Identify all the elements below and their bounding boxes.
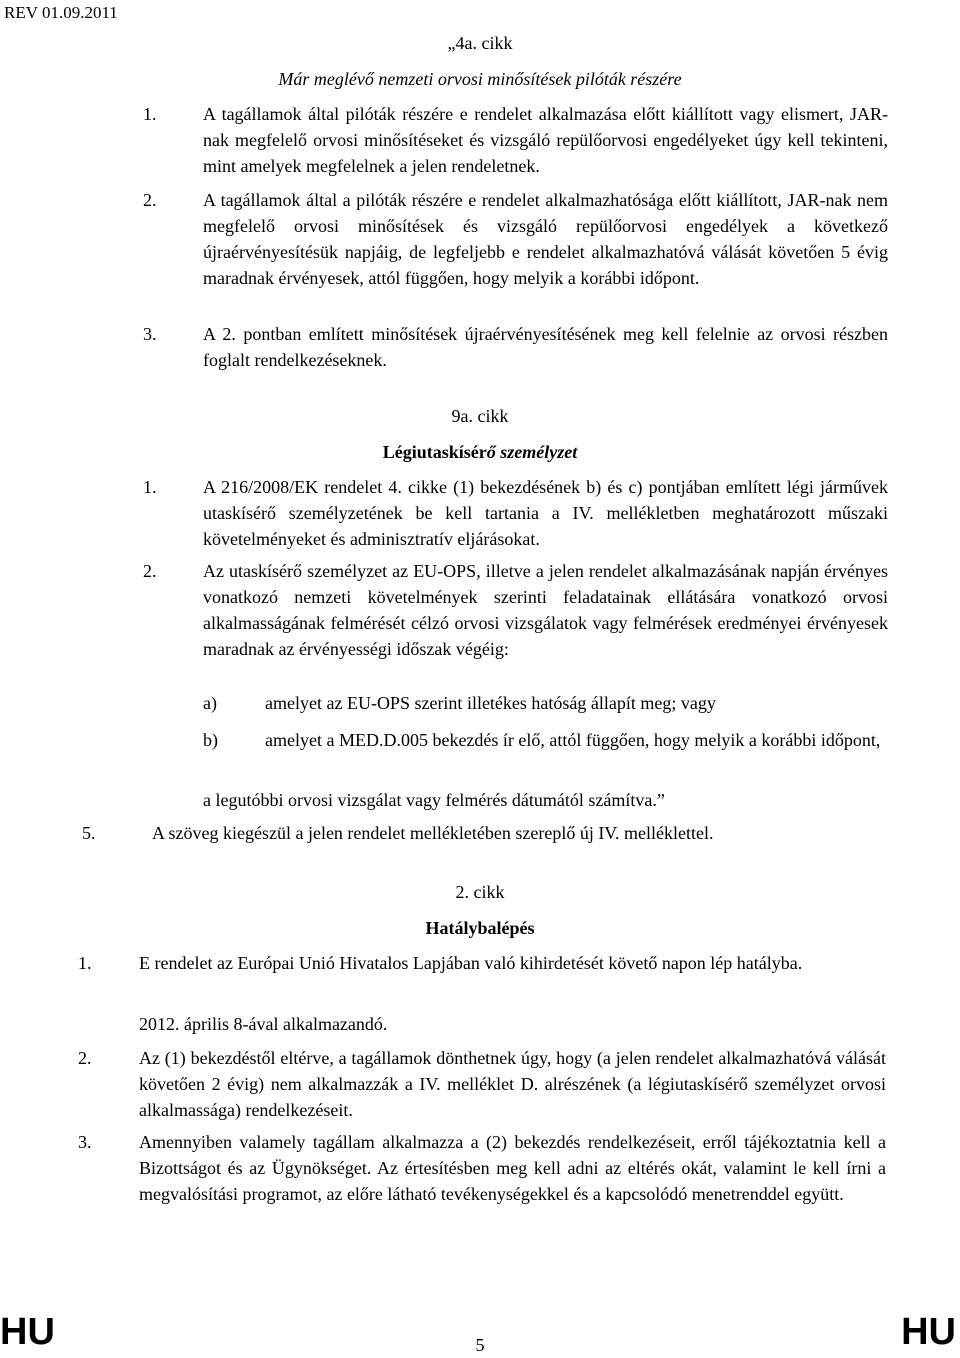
subitem-letter: b) xyxy=(203,730,218,750)
article-4a-title: „4a. cikk xyxy=(447,33,513,53)
art2-item-2 xyxy=(78,1045,886,1123)
subitem-letter: a) xyxy=(203,693,217,713)
article-2-subtitle: Hatálybalépés xyxy=(425,918,535,938)
item-text: A 216/2008/EK rendelet 4. cikke (1) bekezdésének b) és c) pontjában említett légi járművek utaskísérő személyzetének be kell tartania a IV. mellékletben meghatározott műszaki követelményeket és adminisztratív eljárásokat. xyxy=(203,477,888,549)
footer-language-left: HU xyxy=(0,1311,55,1353)
item-number: 3. xyxy=(143,324,157,344)
item-text: E rendelet az Európai Unió Hivatalos Lapjában való kihirdetését követő napon lép hatályba. xyxy=(139,953,803,973)
article-9a-subtitle-main: Légiutaskísér xyxy=(382,442,487,462)
item-number: 1. xyxy=(78,953,92,973)
article-4a-subtitle xyxy=(0,66,960,92)
art9a-subitem-b xyxy=(203,727,888,779)
art9a-item-2 xyxy=(143,558,888,688)
art2-item-3 xyxy=(78,1129,886,1233)
art4a-item-3 xyxy=(143,321,888,373)
item-text: A 2. pontban említett minősítések újraérvényesítésének meg kell felelnie az orvosi részben foglalt rendelkezéseknek. xyxy=(203,324,888,370)
item-text: A tagállamok által pilóták részére e rendelet alkalmazása előtt kiállított vagy elismert, JAR-nak megfelelő orvosi minősítéseket és vizsgáló repülőorvosi engedélyeket úgy kell tekinteni, mint amelyek megfelelnek a jelen rendeletnek. xyxy=(203,104,888,176)
item-number: 5. xyxy=(82,823,96,843)
item-text: A tagállamok által a pilóták részére e rendelet alkalmazhatósága előtt kiállított, JAR-nak nem megfelelő orvosi minősítések és vizsgáló repülőorvosi engedélyek a következő újraérvényesítésük napjáig, de legfeljebb e rendelet alkalmazhatóvá válását követően 5 évig maradnak érvényesek, attól függően, hogy melyik a korábbi időpont. xyxy=(203,190,888,288)
revision-header: REV 01.09.2011 xyxy=(4,3,118,22)
article-9a-subtitle-rest: ő személyzet xyxy=(486,442,578,462)
article-2-title: 2. cikk xyxy=(455,882,505,902)
item-number: 1. xyxy=(143,477,157,497)
item-text: Az (1) bekezdéstől eltérve, a tagállamok dönthetnek úgy, hogy (a jelen rendelet alkalmazhatóvá válását követően 2 évig) nem alkalmazzák a IV. melléklet D. alrészének (a légiutaskísérő személyzet orvosi alkalmassága) rendelkezéseit. xyxy=(139,1048,886,1120)
item-text: Amennyiben valamely tagállam alkalmazza a (2) bekezdés rendelkezéseit, erről tájékoztatnia kell a Bizottságot és az Ügynökséget. Az értesítésben meg kell adni az eltérés okát, valamint le kell írni a megvalósítási programot, az előre látható tevékenységekkel és a kapcsolódó menetrenddel együtt. xyxy=(139,1132,886,1204)
subitem-text: amelyet a MED.D.005 bekezdés ír elő, attól függően, hogy melyik a korábbi időpont, xyxy=(265,730,881,750)
article-4a-subtitle-main: Már meglévő nemzeti orvosi minősítések xyxy=(278,69,572,89)
item-number: 2. xyxy=(143,190,157,210)
item-number: 3. xyxy=(78,1132,92,1152)
subitem-text: amelyet az EU-OPS szerint illetékes hatóság állapít meg; vagy xyxy=(265,693,716,713)
item-text: Az utaskísérő személyzet az EU-OPS, illetve a jelen rendelet alkalmazásának napján érvényes vonatkozó nemzeti követelmények szerinti feladatainak ellátására vonatkozó orvosi alkalmasságának felmérését célzó orvosi vizsgálatok vagy felmérések eredményei érvényesek maradnak az érvényességi időszak végéig: xyxy=(203,561,888,659)
page-number: 5 xyxy=(475,1335,485,1355)
footer-language-right: HU xyxy=(901,1311,956,1353)
art2-item-1 xyxy=(78,950,886,1002)
art9a-closing: a legutóbbi orvosi vizsgálat vagy felmérés dátumától számítva.” xyxy=(203,790,665,810)
article-4a-subtitle-rest: pilóták részére xyxy=(571,69,682,89)
art9a-subitem-a xyxy=(203,690,888,716)
item-number: 1. xyxy=(143,104,157,124)
art2-item-1-extra: 2012. április 8-ával alkalmazandó. xyxy=(139,1014,388,1034)
art9a-item-1 xyxy=(143,474,888,552)
art4a-item-1 xyxy=(143,101,888,179)
article-9a-title: 9a. cikk xyxy=(451,406,509,426)
article-9a-subtitle xyxy=(0,439,960,465)
art4a-item-2 xyxy=(143,187,888,317)
item-text: A szöveg kiegészül a jelen rendelet mellékletében szereplő új IV. melléklettel. xyxy=(152,823,714,843)
item-number: 2. xyxy=(78,1048,92,1068)
item-number: 2. xyxy=(143,561,157,581)
point-5 xyxy=(82,820,892,846)
